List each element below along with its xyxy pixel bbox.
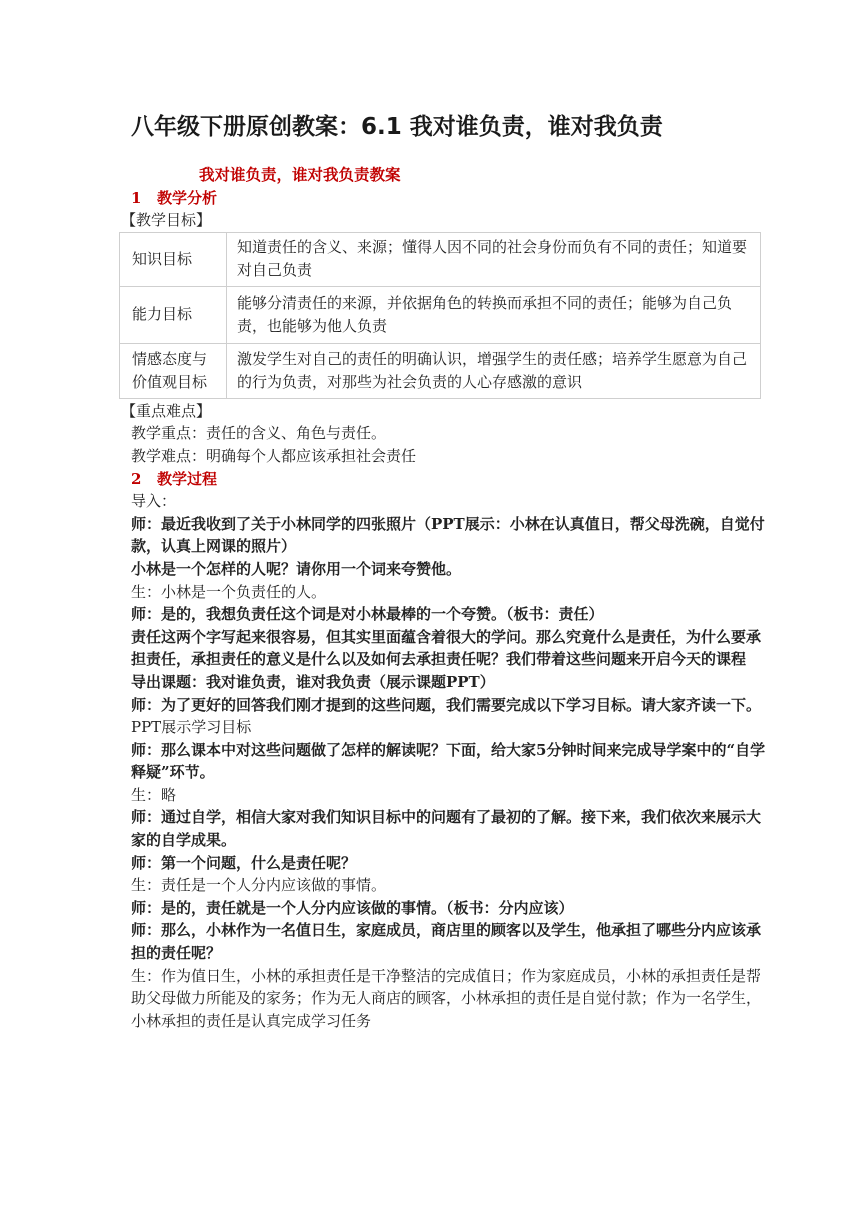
section-number: 2 — [131, 469, 142, 488]
goal-text: 能够分清责任的来源，并依据角色的转换而承担不同的责任；能够为自己负责，也能够为他人负责 — [227, 286, 761, 343]
dialogue-paragraph: 师：是的，责任就是一个人分内应该做的事情。（板书：分内应该） — [131, 898, 574, 917]
goal-text: 激发学生对自己的责任的明确认识，增强学生的责任感；培养学生愿意为自己的行为负责，对那些为社会负责的人心存感激的意识 — [227, 343, 761, 398]
section-heading-analysis — [131, 187, 771, 210]
section-title: 教学过程 — [157, 469, 218, 488]
dialogue-paragraph: 小林是一个怎样的人呢？请你用一个词来夸赞他。 — [131, 559, 462, 578]
response-paragraph: 生：略 — [131, 785, 177, 804]
dialogue-paragraph: 师：最近我收到了关于小林同学的四张照片（PPT展示：小林在认真值日，帮父母洗碗，自觉付款，认真上网课的照片） — [131, 514, 765, 556]
key-point: 教学重点：责任的含义、角色与责任。 — [131, 424, 387, 443]
dialogue-paragraph: 师：那么，小林作为一名值日生，家庭成员，商店里的顾客以及学生，他承担了哪些分内应该承担的责任呢？ — [131, 921, 762, 963]
table-row — [120, 343, 761, 398]
response-paragraph: 导入： — [131, 492, 177, 511]
response-paragraph: 生：责任是一个人分内应该做的事情。 — [131, 876, 387, 895]
response-paragraph: 生：小林是一个负责任的人。 — [131, 582, 327, 601]
dialogue-paragraph: 导出课题：我对谁负责，谁对我负责（展示课题PPT） — [131, 672, 495, 691]
dialogue-paragraph: 师：为了更好的回答我们刚才提到的这些问题，我们需要完成以下学习目标。请大家齐读一下。 — [131, 695, 762, 714]
dialogue-paragraph: 师：通过自学，相信大家对我们知识目标中的问题有了最初的了解。接下来，我们依次来展示大家的自学成果。 — [131, 808, 762, 850]
goal-label: 能力目标 — [120, 286, 227, 343]
dialogue-paragraph: 师：是的，我想负责任这个词是对小林最棒的一个夸赞。（板书：责任） — [131, 605, 604, 624]
goal-label: 情感态度与价值观目标 — [120, 343, 227, 398]
table-row — [120, 286, 761, 343]
goal-text: 知道责任的含义、来源；懂得人因不同的社会身份而负有不同的责任；知道要对自己负责 — [227, 232, 761, 286]
section-heading-process — [131, 468, 771, 491]
dialogue-paragraph: 责任这两个字写起来很容易，但其实里面蕴含着很大的学问。那么究竟什么是责任，为什么要承担责任，承担责任的意义是什么以及如何去承担责任呢？我们带着这些问题来开启今天的课程 — [131, 627, 762, 669]
goals-heading: 【教学目标】 — [121, 211, 212, 230]
document-body — [121, 164, 771, 1032]
goal-label: 知识目标 — [120, 232, 227, 286]
table-row — [120, 232, 761, 286]
response-paragraph: PPT展示学习目标 — [131, 718, 252, 737]
lesson-subtitle: 我对谁负责，谁对我负责教案 — [199, 165, 401, 184]
section-number: 1 — [131, 188, 142, 207]
key-points-heading: 【重点难点】 — [121, 401, 212, 420]
dialogue-paragraph: 师：那么课本中对这些问题做了怎样的解读呢？下面，给大家5分钟时间来完成导学案中的“自学释疑”环节。 — [131, 740, 766, 782]
teaching-process — [131, 490, 771, 1032]
dialogue-paragraph: 师：第一个问题，什么是责任呢？ — [131, 853, 357, 872]
document-title: 八年级下册原创教案：6.1 我对谁负责，谁对我负责 — [131, 114, 663, 140]
response-paragraph: 生：作为值日生，小林的承担责任是干净整洁的完成值日；作为家庭成员，小林的承担责任是帮助父母做力所能及的家务；作为无人商店的顾客，小林承担的责任是自觉付款；作为一名学生，小林承担的责任是认真完成学习任务 — [131, 966, 762, 1030]
teaching-goals-table — [119, 232, 761, 399]
section-title: 教学分析 — [157, 188, 218, 207]
difficult-point: 教学难点：明确每个人都应该承担社会责任 — [131, 446, 417, 465]
